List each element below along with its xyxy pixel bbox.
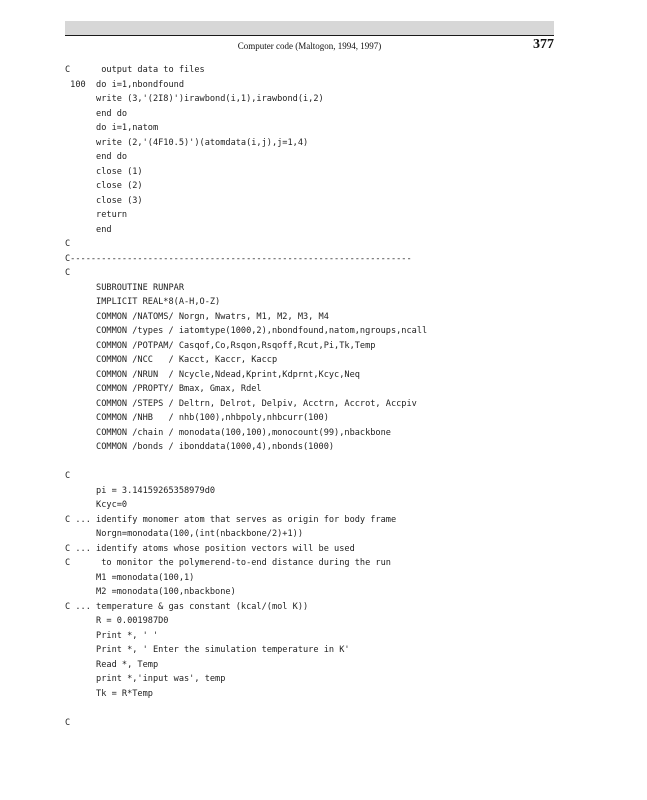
code-line: Read *, Temp [65,659,159,670]
code-line: C output data to files [65,65,205,75]
code-line: Print *, ' ' [65,630,159,641]
code-line: Norgn=monodata(100,(int(nbackbone/2)+1)) [65,529,303,539]
code-line: R = 0.001987D0 [65,616,169,626]
code-line: return [65,210,128,220]
code-line: end [65,224,112,235]
code-line: COMMON /NRUN / Ncycle,Ndead,Kprint,Kdprnt,Kcyc,Neq [65,369,360,380]
code-line [65,455,565,470]
code-line: C [65,717,71,728]
code-line: COMMON /chain / monodata(100,100),monocount(99),nbackbone [65,427,391,438]
code-line: C ... temperature & gas constant (kcal/(mol K)) [65,601,309,612]
code-line: Tk = R*Temp [65,688,153,699]
code-line: do i=1,natom [65,123,159,133]
code-line: COMMON /bonds / ibonddata(1000,4),nbonds(1000) [65,442,335,452]
code-line: close (2) [65,181,143,191]
code-line: write (2,'(4F10.5)')(atomdata(i,j),j=1,4) [65,137,309,148]
code-line: Kcyc=0 [65,500,128,510]
code-line: close (1) [65,166,143,177]
code-line: SUBROUTINE RUNPAR [65,282,184,293]
code-line: M2 =monodata(100,nbackbone) [65,587,236,597]
code-line: C [65,268,71,278]
code-line: C ... identify atoms whose position vectors will be used [65,543,355,554]
code-line: COMMON /POTPAM/ Casqof,Co,Rsqon,Rsqoff,Rcut,Pi,Tk,Temp [65,340,376,351]
code-line: C [65,471,71,481]
code-line: COMMON /NHB / nhb(100),nhbpoly,nhbcurr(100) [65,413,329,423]
code-line: COMMON /STEPS / Deltrn, Delrot, Delpiv, Acctrn, Accrot, Accpiv [65,398,417,409]
page-number: 377 [533,37,554,52]
code-line: 100 do i=1,nbondfound [65,79,184,90]
code-line: IMPLICIT REAL*8(A-H,O-Z) [65,297,221,307]
code-line: end do [65,152,128,162]
code-line: C ... identify monomer atom that serves as origin for body frame [65,514,397,525]
code-line: end do [65,108,128,119]
code-line: C------------------------------------------------------------------ [65,253,412,264]
code-line: close (3) [65,195,143,206]
code-line [65,701,565,716]
running-head: Computer code (Maltogon, 1994, 1997) [237,41,382,51]
code-line: pi = 3.14159265358979d0 [65,485,216,496]
code-line: C to monitor the polymerend-to-end distance during the run [65,558,391,568]
code-line: COMMON /NATOMS/ Norgn, Nwatrs, M1, M2, M3, M4 [65,311,329,322]
code-line: COMMON /types / iatomtype(1000,2),nbondfound,natom,ngroups,ncall [65,326,428,336]
code-listing [65,63,565,730]
code-line: COMMON /PROPTY/ Bmax, Gmax, Rdel [65,384,262,394]
code-line: write (3,'(2I8)')irawbond(i,1),irawbond(i,2) [65,94,324,104]
code-line: C [65,239,71,249]
top-shaded-bar [65,21,554,35]
code-line: COMMON /NCC / Kacct, Kaccr, Kaccp [65,355,278,365]
code-line: Print *, ' Enter the simulation temperature in K' [65,645,350,655]
code-line: M1 =monodata(100,1) [65,572,195,583]
header-rule [65,35,554,36]
code-line: print *,'input was', temp [65,674,226,684]
